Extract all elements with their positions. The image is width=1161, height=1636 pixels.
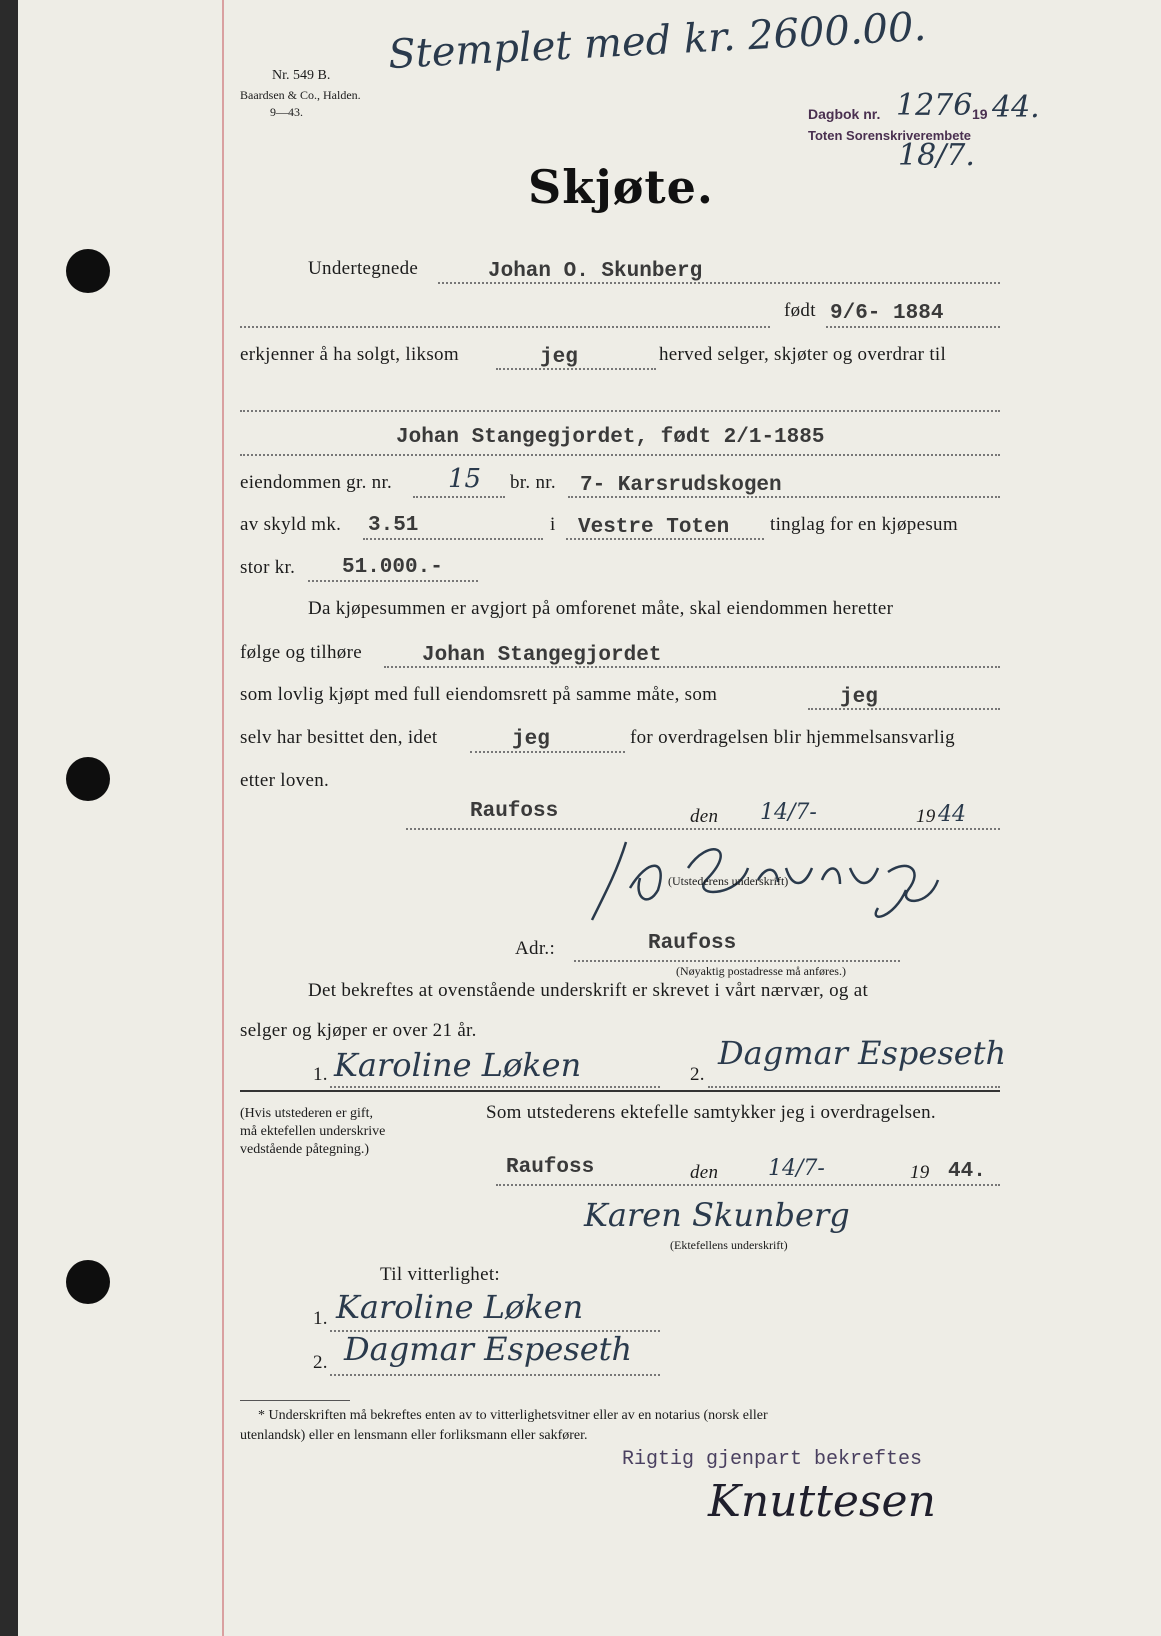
spouse-place: Raufoss <box>506 1156 595 1179</box>
year-prefix: 19 <box>916 806 936 827</box>
seller-birth: 9/6- 1884 <box>830 302 944 325</box>
stamp-duty-note: Stemplet med kr. 2600.00. <box>387 3 928 79</box>
certification-text: Rigtig gjenpart bekreftes <box>622 1448 923 1471</box>
witness-1-signature: Karoline Løken <box>334 1046 582 1084</box>
address: Raufoss <box>648 932 737 955</box>
signing-place: Raufoss <box>470 800 559 823</box>
pronoun-1: jeg <box>540 346 578 369</box>
witness-num-1: 1. <box>313 1064 328 1085</box>
office-stamp: Toten Sorenskriverembete <box>808 128 972 143</box>
br-nr-label: br. nr. <box>510 472 556 493</box>
para1: Da kjøpesummen er avgjort på omforenet måte, skal eiendommen heretter <box>308 598 894 619</box>
spouse-year-suffix: 44. <box>948 1160 986 1183</box>
gr-nr: 15 <box>448 464 482 494</box>
dotted-line <box>240 410 1000 412</box>
vitterlighet-label: Til vitterlighet: <box>380 1264 500 1285</box>
selv-label: selv har besittet den, idet <box>240 727 438 748</box>
tinglag: Vestre Toten <box>578 516 730 539</box>
seller-name: Johan O. Skunberg <box>488 260 703 283</box>
dotted-line <box>363 538 543 540</box>
tinglag-label: tinglag for en kjøpesum <box>770 514 958 535</box>
signature-caption: (Utstederens underskrift) <box>668 874 789 888</box>
dagbok-number: 1276 <box>896 88 973 123</box>
vitterlighet-witness-1: Karoline Løken <box>336 1288 584 1326</box>
dagbok-year-prefix: 19 <box>972 106 988 122</box>
document-title: Skjøte. <box>528 160 714 214</box>
spouse-note-2: må ektefellen underskrive <box>240 1124 386 1139</box>
i-label: i <box>550 514 556 535</box>
spouse-note-1: (Hvis utstederen er gift, <box>240 1106 373 1121</box>
pronoun-2: jeg <box>840 686 878 709</box>
dagbok-date: 18/7. <box>898 138 975 173</box>
footnote-line1: * Underskriften må bekreftes enten av to vitterlighetsvitner eller av en notarius (norsk eller <box>258 1408 768 1423</box>
dotted-line <box>826 326 1000 328</box>
signing-date: 14/7- <box>760 800 817 825</box>
dotted-line <box>330 1086 660 1088</box>
witness-line2: selger og kjøper er over 21 år. <box>240 1020 477 1041</box>
vitterlighet-num-1: 1. <box>313 1308 328 1329</box>
spouse-date: 14/7- <box>768 1156 825 1181</box>
spouse-signature-caption: (Ektefellens underskrift) <box>670 1238 788 1252</box>
spouse-consent: Som utstederens ektefelle samtykker jeg i overdragelsen. <box>486 1102 936 1123</box>
margin-line <box>222 0 224 1636</box>
dotted-line <box>240 454 1000 456</box>
year-suffix: 44 <box>938 802 966 827</box>
witness-num-2: 2. <box>690 1064 705 1085</box>
folge-label: følge og tilhøre <box>240 642 362 663</box>
footnote-line2: utenlandsk) eller en lensmann eller forliksmann eller sakfører. <box>240 1428 588 1443</box>
punch-hole <box>66 249 110 293</box>
address-caption: (Nøyaktig postadresse må anføres.) <box>676 964 846 978</box>
den-label: den <box>690 806 719 827</box>
pronoun-3: jeg <box>512 728 550 751</box>
dotted-line <box>808 708 1000 710</box>
vitterlighet-witness-2: Dagmar Espeseth <box>344 1330 633 1368</box>
vitterlighet-num-2: 2. <box>313 1352 328 1373</box>
spouse-year-prefix: 19 <box>910 1162 930 1183</box>
br-nr: 7- Karsrudskogen <box>580 474 782 497</box>
dotted-line <box>574 960 900 962</box>
divider <box>240 1090 1000 1092</box>
overdragelsen-label: for overdragelsen blir hjemmelsansvarlig <box>630 727 955 748</box>
print-date: 9—43. <box>270 105 303 119</box>
buyer-line: Johan Stangegjordet, født 2/1-1885 <box>396 426 825 449</box>
buyer-name: Johan Stangegjordet <box>422 644 662 667</box>
punch-hole <box>66 1260 110 1304</box>
adr-label: Adr.: <box>515 938 556 959</box>
dotted-line <box>470 751 625 753</box>
printer-name: Baardsen & Co., Halden. <box>240 88 361 102</box>
etter-label: etter loven. <box>240 770 330 791</box>
dotted-line <box>308 580 478 582</box>
undertegnede-label: Undertegnede <box>308 258 419 279</box>
dotted-line <box>413 496 505 498</box>
lovlig-label: som lovlig kjøpt med full eiendomsrett på samme måte, som <box>240 684 718 705</box>
amount: 51.000.- <box>342 556 443 579</box>
spouse-signature: Karen Skunberg <box>584 1196 850 1234</box>
dotted-line <box>496 1184 1000 1186</box>
dagbok-label: Dagbok nr. <box>808 106 881 122</box>
dotted-line <box>330 1374 660 1376</box>
skyld-value: 3.51 <box>368 514 419 537</box>
dotted-line <box>240 326 770 328</box>
footnote-rule <box>240 1400 350 1401</box>
punch-hole <box>66 757 110 801</box>
certification-signature: Knuttesen <box>708 1476 936 1527</box>
dotted-line <box>708 1086 1000 1088</box>
eiendommen-label: eiendommen gr. nr. <box>240 472 393 493</box>
fodt-label: født <box>784 300 816 321</box>
witness-2-signature: Dagmar Espeseth <box>718 1034 1007 1072</box>
spouse-den-label: den <box>690 1162 719 1183</box>
skyld-label: av skyld mk. <box>240 514 342 535</box>
erkjenner-label: erkjenner å ha solgt, liksom <box>240 344 459 365</box>
spouse-note-3: vedstående påtegning.) <box>240 1142 370 1157</box>
herved-label: herved selger, skjøter og overdrar til <box>659 344 947 365</box>
document-page <box>18 0 1161 1636</box>
form-number: Nr. 549 B. <box>272 68 331 83</box>
witness-line1: Det bekreftes at ovenstående underskrift er skrevet i vårt nærvær, og at <box>308 980 869 1001</box>
dagbok-year: 44. <box>992 90 1040 125</box>
stor-label: stor kr. <box>240 557 296 578</box>
